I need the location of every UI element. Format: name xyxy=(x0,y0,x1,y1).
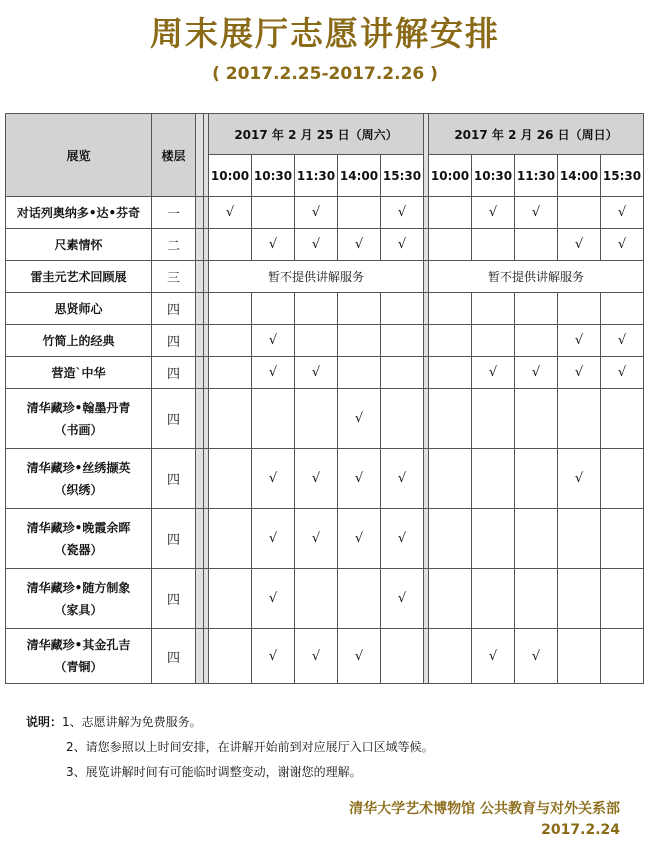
floor-cell: 四 xyxy=(152,569,196,629)
empty-cell xyxy=(295,389,338,449)
spacer xyxy=(196,261,204,293)
empty-cell xyxy=(209,449,252,509)
spacer xyxy=(196,197,204,229)
empty-cell xyxy=(558,569,601,629)
empty-cell xyxy=(472,229,515,261)
empty-cell xyxy=(515,389,558,449)
empty-cell xyxy=(472,325,515,357)
empty-cell xyxy=(472,449,515,509)
empty-cell xyxy=(381,629,424,684)
header-floor: 楼层 xyxy=(152,114,196,197)
empty-cell xyxy=(209,293,252,325)
floor-cell: 四 xyxy=(152,357,196,389)
table-row xyxy=(6,261,644,293)
empty-cell xyxy=(601,449,644,509)
spacer xyxy=(196,229,204,261)
exhibit-name xyxy=(6,629,152,684)
empty-cell xyxy=(515,293,558,325)
empty-cell xyxy=(252,389,295,449)
exhibit-title: 竹简上的经典 xyxy=(42,333,115,348)
exhibit-name xyxy=(6,261,152,293)
check-cell: √ xyxy=(252,449,295,509)
empty-cell xyxy=(209,229,252,261)
check-cell: √ xyxy=(209,197,252,229)
empty-cell xyxy=(295,293,338,325)
empty-cell xyxy=(429,229,472,261)
check-cell: √ xyxy=(472,357,515,389)
check-cell: √ xyxy=(601,325,644,357)
check-cell: √ xyxy=(252,229,295,261)
check-cell: √ xyxy=(558,357,601,389)
empty-cell xyxy=(558,389,601,449)
table-row xyxy=(6,325,644,357)
floor-cell: 四 xyxy=(152,389,196,449)
spacer xyxy=(196,389,204,449)
header-exhibit: 展览 xyxy=(6,114,152,197)
table-row xyxy=(6,629,644,684)
empty-cell xyxy=(429,357,472,389)
check-cell: √ xyxy=(515,197,558,229)
table-row xyxy=(6,509,644,569)
exhibit-title: 尺素情怀 xyxy=(54,237,103,252)
check-cell: √ xyxy=(295,229,338,261)
empty-cell xyxy=(209,325,252,357)
check-cell: √ xyxy=(338,229,381,261)
no-service-cell: 暂不提供讲解服务 xyxy=(429,261,644,293)
spacer xyxy=(196,509,204,569)
empty-cell xyxy=(515,229,558,261)
empty-cell xyxy=(601,293,644,325)
empty-cell xyxy=(472,509,515,569)
empty-cell xyxy=(381,389,424,449)
exhibit-name xyxy=(6,357,152,389)
check-cell: √ xyxy=(252,357,295,389)
table-row xyxy=(6,357,644,389)
exhibit-title: 清华藏珍•晚霞余晖 xyxy=(26,520,131,535)
empty-cell xyxy=(601,569,644,629)
empty-cell xyxy=(558,293,601,325)
empty-cell xyxy=(209,629,252,684)
empty-cell xyxy=(601,389,644,449)
spacer xyxy=(196,114,204,197)
exhibit-name xyxy=(6,449,152,509)
table-row xyxy=(6,293,644,325)
empty-cell xyxy=(381,357,424,389)
check-cell: √ xyxy=(515,629,558,684)
table-row xyxy=(6,229,644,261)
notes-label: 说明： xyxy=(26,715,63,729)
floor-cell: 四 xyxy=(152,325,196,357)
check-cell: √ xyxy=(295,449,338,509)
time-header: 10:30 xyxy=(472,155,515,197)
empty-cell xyxy=(472,293,515,325)
exhibit-name xyxy=(6,389,152,449)
empty-cell xyxy=(429,509,472,569)
table-row xyxy=(6,197,644,229)
exhibit-title: 营造`中华 xyxy=(51,365,106,380)
empty-cell xyxy=(338,325,381,357)
empty-cell xyxy=(338,569,381,629)
check-cell: √ xyxy=(338,449,381,509)
time-header: 15:30 xyxy=(601,155,644,197)
time-header: 10:00 xyxy=(209,155,252,197)
empty-cell xyxy=(429,629,472,684)
check-cell: √ xyxy=(472,197,515,229)
note-item: 1、志愿讲解为免费服务。 xyxy=(62,715,202,729)
exhibit-subtitle: （书画） xyxy=(54,422,103,437)
no-service-cell: 暂不提供讲解服务 xyxy=(209,261,424,293)
check-cell: √ xyxy=(338,509,381,569)
empty-cell xyxy=(515,509,558,569)
floor-cell: 四 xyxy=(152,293,196,325)
table-row xyxy=(6,389,644,449)
spacer xyxy=(196,629,204,684)
date-range-subtitle: ( 2017.2.25-2017.2.26 ) xyxy=(212,64,438,84)
exhibit-subtitle: （家具） xyxy=(54,602,103,617)
empty-cell xyxy=(338,197,381,229)
check-cell: √ xyxy=(381,509,424,569)
spacer xyxy=(196,357,204,389)
empty-cell xyxy=(338,357,381,389)
check-cell: √ xyxy=(252,509,295,569)
exhibit-title: 清华藏珍•随方制象 xyxy=(26,580,131,595)
spacer xyxy=(196,569,204,629)
floor-cell: 四 xyxy=(152,509,196,569)
empty-cell xyxy=(429,197,472,229)
floor-cell: 四 xyxy=(152,449,196,509)
notes xyxy=(26,710,434,785)
floor-cell: 一 xyxy=(152,197,196,229)
empty-cell xyxy=(472,569,515,629)
empty-cell xyxy=(558,629,601,684)
empty-cell xyxy=(429,569,472,629)
empty-cell xyxy=(295,325,338,357)
floor-cell: 二 xyxy=(152,229,196,261)
empty-cell xyxy=(429,449,472,509)
empty-cell xyxy=(209,569,252,629)
check-cell: √ xyxy=(472,629,515,684)
empty-cell xyxy=(429,389,472,449)
table-row xyxy=(6,569,644,629)
page-title: 周末展厅志愿讲解安排 xyxy=(150,14,500,53)
empty-cell xyxy=(429,293,472,325)
check-cell: √ xyxy=(252,325,295,357)
exhibit-title: 对话列奥纳多•达•芬奇 xyxy=(16,205,141,220)
check-cell: √ xyxy=(381,449,424,509)
spacer xyxy=(196,293,204,325)
exhibit-name xyxy=(6,509,152,569)
empty-cell xyxy=(338,293,381,325)
exhibit-name xyxy=(6,197,152,229)
empty-cell xyxy=(515,325,558,357)
empty-cell xyxy=(381,325,424,357)
check-cell: √ xyxy=(558,449,601,509)
check-cell: √ xyxy=(601,357,644,389)
spacer xyxy=(196,325,204,357)
empty-cell xyxy=(558,197,601,229)
exhibit-subtitle: （瓷器） xyxy=(54,542,103,557)
exhibit-name xyxy=(6,569,152,629)
empty-cell xyxy=(601,629,644,684)
check-cell: √ xyxy=(338,389,381,449)
empty-cell xyxy=(429,325,472,357)
empty-cell xyxy=(515,569,558,629)
empty-cell xyxy=(252,197,295,229)
empty-cell xyxy=(252,293,295,325)
time-header: 14:00 xyxy=(338,155,381,197)
time-header: 11:30 xyxy=(295,155,338,197)
check-cell: √ xyxy=(381,229,424,261)
exhibit-name xyxy=(6,229,152,261)
check-cell: √ xyxy=(381,197,424,229)
empty-cell xyxy=(381,293,424,325)
empty-cell xyxy=(472,389,515,449)
spacer xyxy=(196,449,204,509)
note-item: 3、展览讲解时间有可能临时调整变动，谢谢您的理解。 xyxy=(66,765,362,779)
exhibit-subtitle: （青铜） xyxy=(54,660,103,674)
exhibit-subtitle: （织绣） xyxy=(54,482,103,497)
check-cell: √ xyxy=(515,357,558,389)
exhibit-name xyxy=(6,293,152,325)
organization-name: 清华大学艺术博物馆 公共教育与对外关系部 xyxy=(349,801,620,817)
time-header: 10:00 xyxy=(429,155,472,197)
issue-date: 2017.2.24 xyxy=(541,822,620,838)
check-cell: √ xyxy=(295,357,338,389)
check-cell: √ xyxy=(338,629,381,684)
empty-cell xyxy=(601,509,644,569)
empty-cell xyxy=(515,449,558,509)
check-cell: √ xyxy=(558,229,601,261)
schedule-table xyxy=(5,113,644,684)
check-cell: √ xyxy=(295,629,338,684)
floor-cell: 四 xyxy=(152,629,196,684)
exhibit-title: 清华藏珍•其金孔吉 xyxy=(26,638,131,652)
empty-cell xyxy=(209,509,252,569)
check-cell: √ xyxy=(601,229,644,261)
exhibit-name xyxy=(6,325,152,357)
check-cell: √ xyxy=(558,325,601,357)
check-cell: √ xyxy=(252,629,295,684)
floor-cell: 三 xyxy=(152,261,196,293)
check-cell: √ xyxy=(295,509,338,569)
check-cell: √ xyxy=(252,569,295,629)
check-cell: √ xyxy=(295,197,338,229)
check-cell: √ xyxy=(601,197,644,229)
table-row xyxy=(6,449,644,509)
empty-cell xyxy=(558,509,601,569)
empty-cell xyxy=(209,357,252,389)
time-header: 10:30 xyxy=(252,155,295,197)
exhibit-title: 清华藏珍•丝绣撷英 xyxy=(26,460,131,475)
header-day2: 2017 年 2 月 26 日（周日） xyxy=(429,114,644,155)
note-item: 2、请您参照以上时间安排，在讲解开始前到对应展厅入口区域等候。 xyxy=(66,740,434,754)
exhibit-title: 清华藏珍•翰墨丹青 xyxy=(26,400,131,415)
check-cell: √ xyxy=(381,569,424,629)
time-header: 15:30 xyxy=(381,155,424,197)
exhibit-title: 思贤师心 xyxy=(54,301,103,316)
empty-cell xyxy=(209,389,252,449)
time-header: 14:00 xyxy=(558,155,601,197)
time-header: 11:30 xyxy=(515,155,558,197)
exhibit-title: 雷圭元艺术回顾展 xyxy=(30,269,127,284)
header-day1: 2017 年 2 月 25 日（周六） xyxy=(209,114,424,155)
empty-cell xyxy=(295,569,338,629)
